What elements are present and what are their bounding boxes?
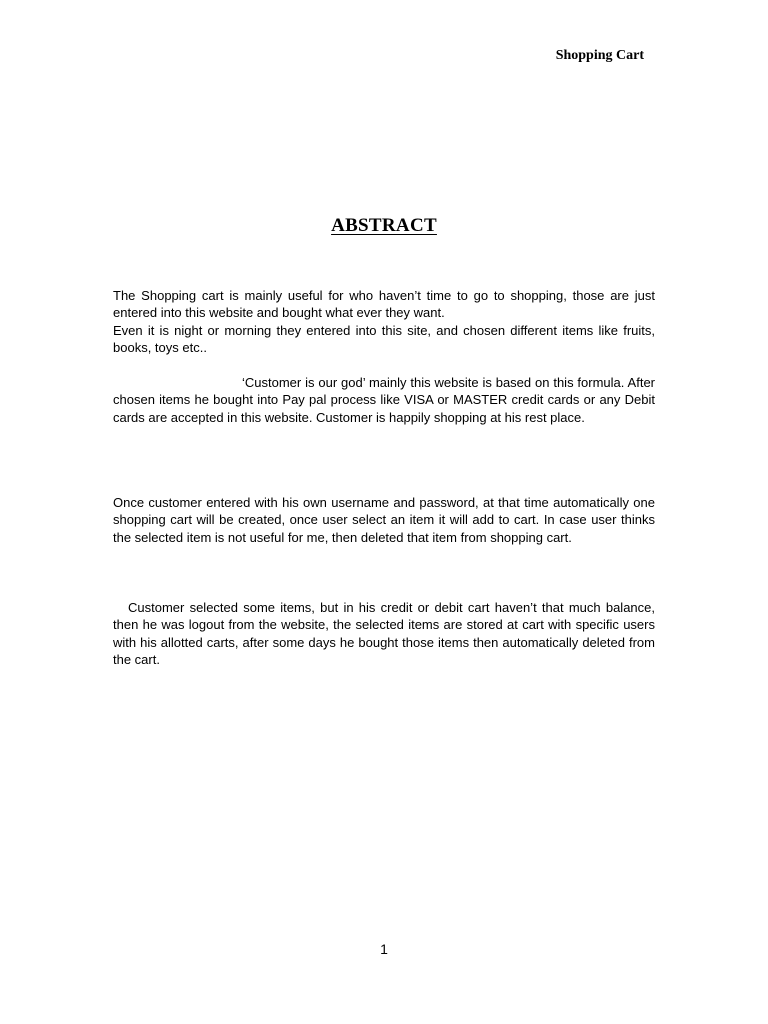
abstract-paragraph-1-sentence-b: Even it is night or morning they entered into this site, and chosen different items like fruits, books, toys etc.. bbox=[113, 322, 655, 356]
page-title: ABSTRACT bbox=[331, 215, 437, 236]
abstract-paragraph-1 bbox=[113, 287, 655, 357]
abstract-paragraph-4-content: Customer selected some items, but in his credit or debit cart haven’t that much balance, then he was logout from the website, the selected items are stored at cart with specific users with his allotted carts, after some days he bought those items then automatically deleted from the cart. bbox=[113, 600, 655, 668]
abstract-paragraph-2-text bbox=[113, 374, 655, 426]
page-number: 1 bbox=[380, 941, 388, 957]
abstract-paragraph-3 bbox=[113, 494, 655, 546]
running-header: Shopping Cart bbox=[555, 48, 644, 63]
abstract-paragraph-3-text: Once customer entered with his own username and password, at that time automatically one shopping cart will be created, once user select an item it will add to cart. In case user thinks the selected item is not useful for me, then deleted that item from shopping cart. bbox=[113, 495, 655, 545]
abstract-paragraph-1-sentence-a: The Shopping cart is mainly useful for who haven’t time to go to shopping, those are just entered into this website and bought what ever they want. bbox=[113, 288, 655, 321]
abstract-paragraph-2 bbox=[113, 374, 655, 426]
abstract-paragraph-2-content: ‘Customer is our god’ mainly this website is based on this formula. After chosen items he bought into Pay pal process like VISA or MASTER credit cards or any Debit cards are accepted in this website. Customer is happily shopping at his rest place. bbox=[113, 375, 655, 425]
abstract-paragraph-4-text bbox=[113, 599, 655, 669]
abstract-paragraph-4 bbox=[113, 599, 655, 669]
